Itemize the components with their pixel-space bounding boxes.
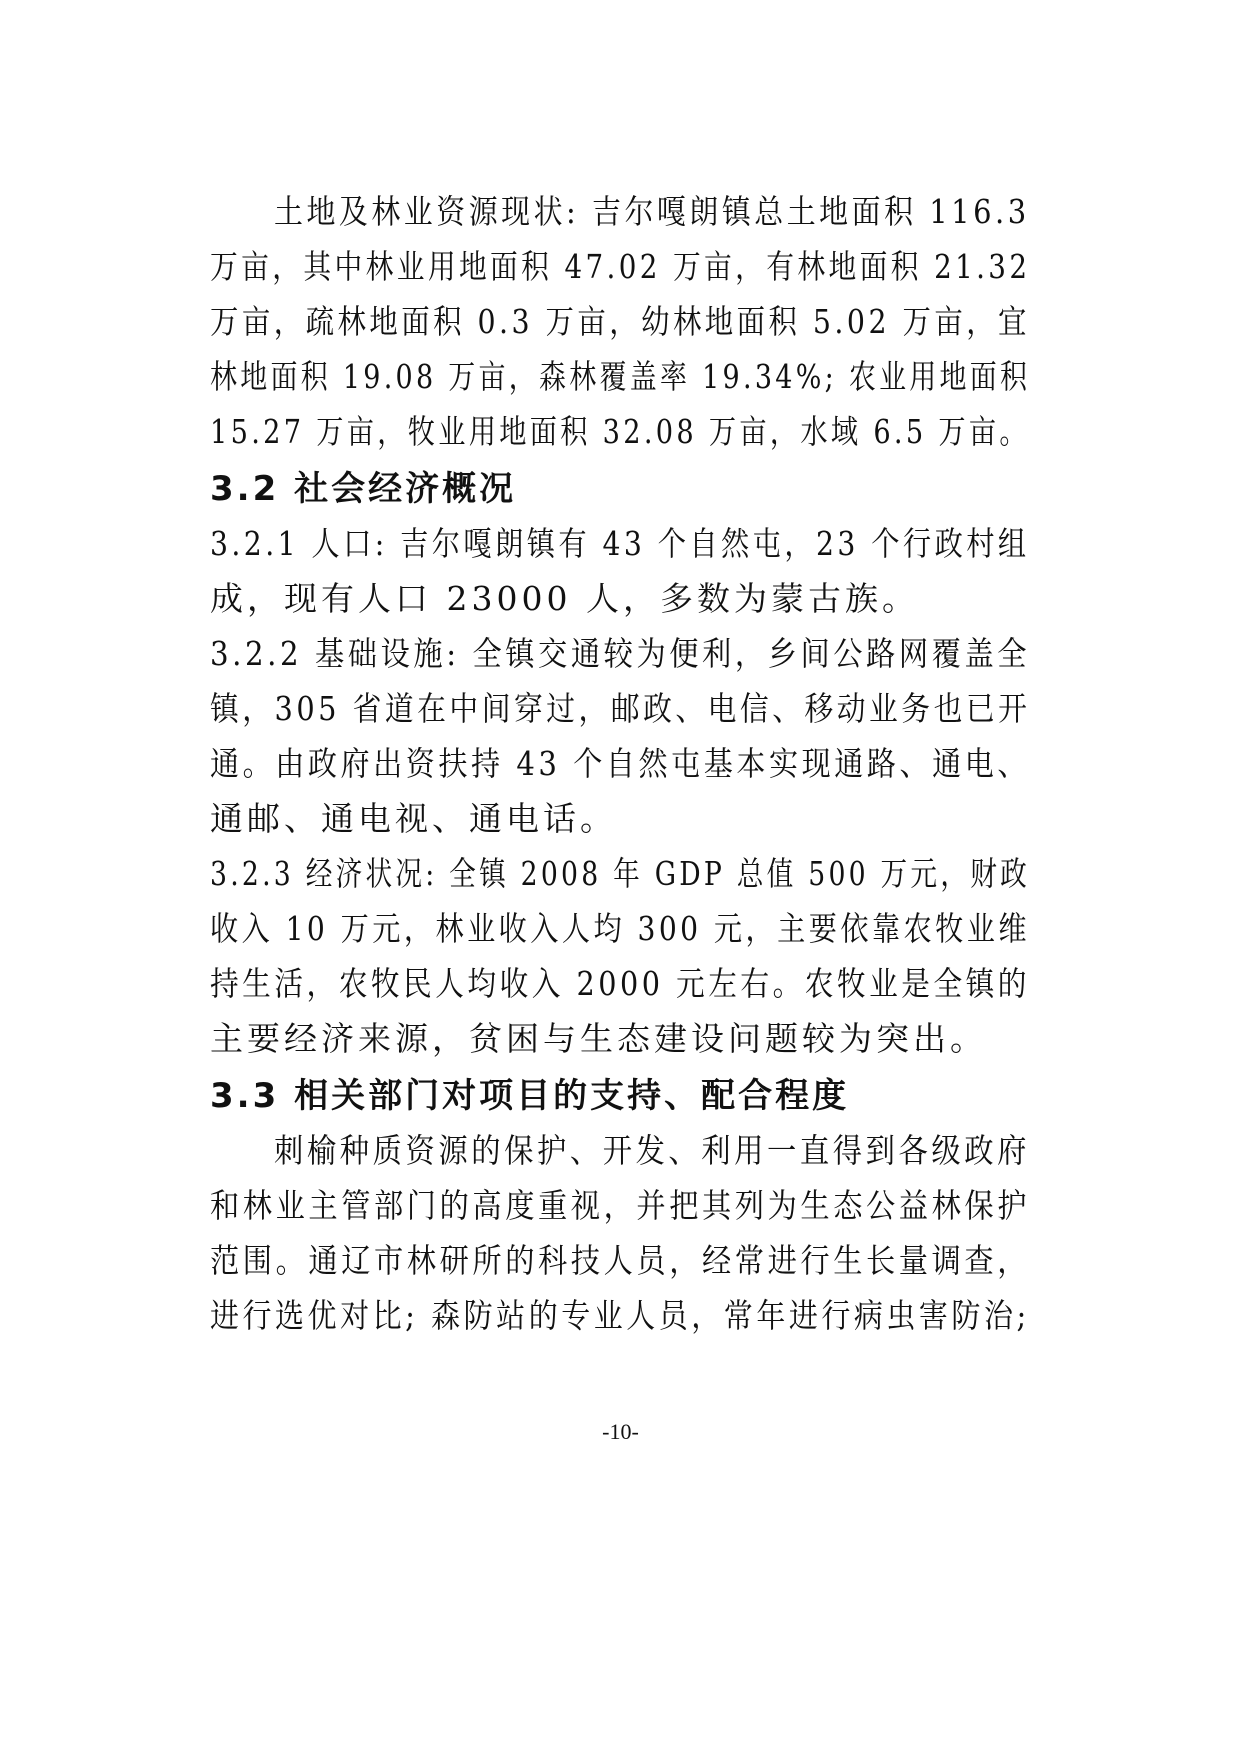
- para-infrastructure-line-1: 3.2.2 基础设施: 全镇交通较为便利，乡间公路网覆盖全: [210, 634, 1031, 673]
- para-support-line-4: 进行选优对比; 森防站的专业人员，常年进行病虫害防治;: [210, 1296, 1030, 1335]
- para-support-line-1: 刺榆种质资源的保护、开发、利用一直得到各级政府: [274, 1131, 1030, 1170]
- para-land-line-4: 林地面积 19.08 万亩，森林覆盖率 19.34%; 农业用地面积: [210, 357, 1031, 396]
- page-number: -10-: [602, 1419, 639, 1444]
- para-infrastructure-line-3: 通。由政府出资扶持 43 个自然屯基本实现通路、通电、: [210, 744, 1030, 783]
- para-population-line-1: 3.2.1 人口: 吉尔嘎朗镇有 43 个自然屯，23 个行政村组: [210, 524, 1030, 563]
- para-economy-line-2: 收入 10 万元，林业收入人均 300 元，主要依靠农牧业维: [210, 909, 1030, 948]
- para-land-line-2: 万亩，其中林业用地面积 47.02 万亩，有林地面积 21.32: [210, 247, 1031, 286]
- para-population-line-2: 成，现有人口 23000 人，多数为蒙古族。: [210, 579, 919, 618]
- heading-section-3-2: 3.2 社会经济概况: [210, 469, 517, 509]
- para-land-line-1: 土地及林业资源现状: 吉尔嘎朗镇总土地面积 116.3: [274, 192, 1030, 231]
- para-land-line-3: 万亩，疏林地面积 0.3 万亩，幼林地面积 5.02 万亩，宜: [210, 302, 1030, 341]
- para-land-line-5: 15.27 万亩，牧业用地面积 32.08 万亩，水域 6.5 万亩。: [210, 412, 1030, 451]
- para-support-line-3: 范围。通辽市林研所的科技人员，经常进行生长量调查，: [210, 1241, 1030, 1280]
- para-infrastructure-line-2: 镇，305 省道在中间穿过，邮政、电信、移动业务也已开: [210, 689, 1031, 728]
- para-infrastructure-line-4: 通邮、通电视、通电话。: [210, 799, 617, 838]
- para-economy-line-1: 3.2.3 经济状况: 全镇 2008 年 GDP 总值 500 万元，财政: [210, 854, 1030, 893]
- para-economy-line-4: 主要经济来源，贫困与生态建设问题较为突出。: [210, 1019, 987, 1058]
- para-economy-line-3: 持生活，农牧民人均收入 2000 元左右。农牧业是全镇的: [210, 964, 1030, 1003]
- heading-section-3-3: 3.3 相关部门对项目的支持、配合程度: [210, 1076, 850, 1116]
- para-support-line-2: 和林业主管部门的高度重视，并把其列为生态公益林保护: [210, 1186, 1030, 1225]
